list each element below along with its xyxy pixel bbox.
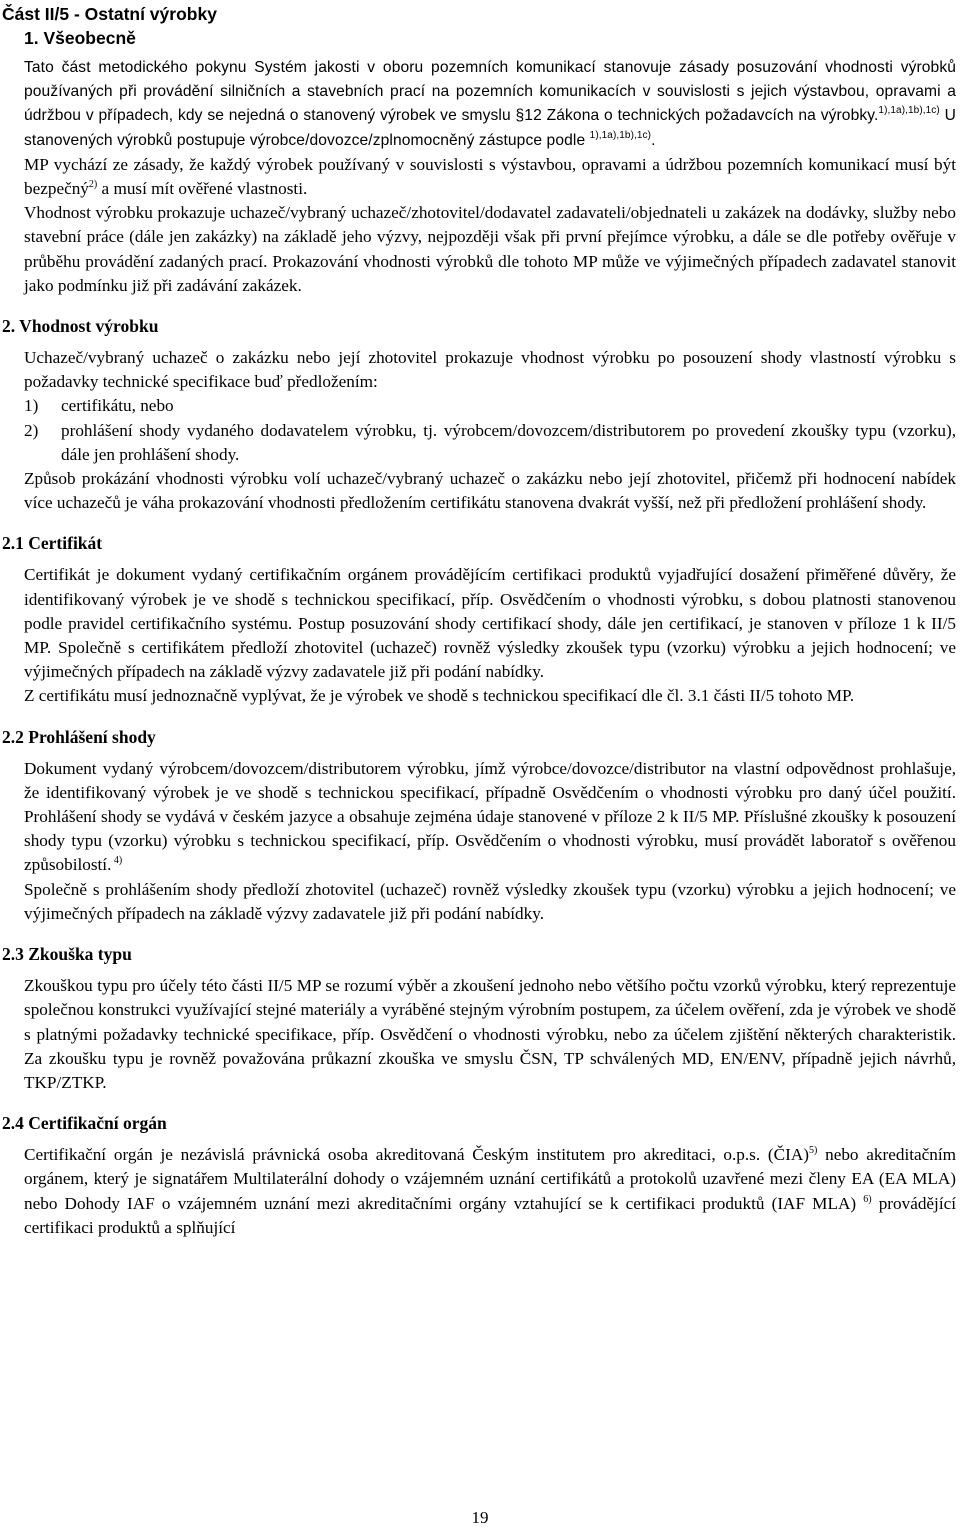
list-item-number: 2) bbox=[24, 420, 39, 440]
text-run: Tato část metodického pokynu Systém jakosti v oboru pozemních komunikací stanovuje zásady posuzování vhodnosti výrobků používaných při provádění silničních a stavebních prací na pozemních komunikacích v souvislosti s jejich výstavbou, opravami a údržbou v případech, kdy se nejedná o stanovený výrobek ve smyslu §12 Zákona o technických požadavcích na výrobky. bbox=[24, 59, 956, 125]
part-title: Část II/5 - Ostatní výrobky bbox=[2, 4, 217, 24]
text-run: Certifikační orgán je nezávislá právnická osoba akreditovaná Českým institutem pro akreditaci, o.p.s. (ČIA) bbox=[24, 1145, 809, 1165]
list-item-number: 1) bbox=[24, 396, 39, 416]
section-2-1 bbox=[2, 531, 956, 708]
section-2-2-paragraph-1 bbox=[24, 757, 956, 878]
section-1-paragraph-3: Vhodnost výrobku prokazuje uchazeč/vybraný uchazeč/zhotovitel/dodavatel zadavateli/objednateli u zakázek na dodávky, služby nebo stavební práce (dále jen zakázky) na základě jeho výzvy, nejpozději však při první přejímce výrobku, a dále se dle potřeby ověřuje v průběhu provádění zadaných prací. Prokazování vhodnosti výrobků dle tohoto MP může ve výjimečných případech zadavatel stanovit jako podmínku již při zadávání zakázek. bbox=[24, 203, 956, 295]
section-2-2-heading: 2.2 Prohlášení shody bbox=[2, 726, 156, 747]
section-2-4-heading: 2.4 Certifikační orgán bbox=[2, 1113, 167, 1134]
section-2-3 bbox=[2, 942, 956, 1095]
section-1-paragraph-1 bbox=[24, 56, 956, 153]
footnote-ref: 2) bbox=[88, 179, 98, 191]
list-item bbox=[24, 419, 956, 467]
footnote-ref: 5) bbox=[808, 1145, 818, 1157]
list-item-text: certifikátu, nebo bbox=[61, 396, 174, 416]
section-2-1-paragraph-1: Certifikát je dokument vydaný certifikačním orgánem provádějícím certifikaci produktů vyjadřující dosažení přiměřené důvěry, že identifikovaný výrobek je ve shodě s technickou specifikací, příp. Osvědčením o vhodnosti výrobku, s dobou platnosti stanovenou podle pravidel certifikačního systému. Postup posuzování shody certifikací shody, dále jen certifikací, je stanoven v příloze 1 k II/5 MP. Společně s certifikátem předloží zhotovitel (uchazeč) rovněž výsledky zkoušek typu (vzorku) výrobku a jejich hodnocení; ve výjimečných případech na základě výzvy zadavatele již při podání nabídky. bbox=[24, 565, 956, 682]
footnote-ref: 1),1a),1b),1c) bbox=[878, 105, 940, 117]
section-2-2-paragraph-2: Společně s prohlášením shody předloží zhotovitel (uchazeč) rovněž výsledky zkoušek typu (vzorku) výrobku a jejich hodnocení; ve výjimečných případech na základě výzvy zadavatele již při podání nabídky. bbox=[24, 879, 956, 923]
footnote-ref: 1),1a),1b),1c) bbox=[589, 129, 652, 141]
list-item bbox=[24, 394, 956, 418]
footnote-ref: 6) bbox=[863, 1193, 872, 1205]
text-run: a musí mít ověřené vlastnosti. bbox=[97, 179, 308, 199]
text-run: provádějící certifikaci produktů a splňující bbox=[24, 1193, 957, 1237]
footnote-ref: 4) bbox=[111, 855, 123, 867]
text-run: . bbox=[651, 131, 656, 149]
section-1-paragraph-2 bbox=[24, 153, 956, 201]
section-2-3-paragraph-1: Zkouškou typu pro účely této části II/5 MP se rozumí výběr a zkoušení jednoho nebo většího počtu vzorků výrobku, který reprezentuje společnou konstrukci využívající stejné materiály a vyráběné stejným výrobním postupem, za účelem ověření, zda je výrobek ve shodě s platnými požadavky technické specifikace, příp. Osvědčení o vhodnosti výrobku, nebo za účelem zjištění některých charakteristik. Za zkoušku typu je rovněž považována průkazní zkouška ve smyslu ČSN, TP schválených MD, EN/ENV, případně jejich návrhů, TKP/ZTKP. bbox=[24, 976, 956, 1092]
section-2-4-paragraph-1 bbox=[24, 1143, 956, 1240]
section-2-paragraph-1: Uchazeč/vybraný uchazeč o zakázku nebo její zhotovitel prokazuje vhodnost výrobku po posouzení shody vlastností výrobku s požadavky technické specifikace buď předložením: bbox=[24, 348, 956, 392]
section-2-2 bbox=[2, 725, 956, 926]
section-2-heading: 2. Vhodnost výrobku bbox=[2, 316, 159, 337]
section-2-1-paragraph-2: Z certifikátu musí jednoznačně vyplývat, že je výrobek ve shodě s technickou specifikací dle čl. 3.1 části II/5 tohoto MP. bbox=[24, 686, 855, 706]
section-2-1-heading: 2.1 Certifikát bbox=[2, 533, 103, 554]
section-2-3-heading: 2.3 Zkouška typu bbox=[2, 944, 132, 965]
text-run: MP vychází ze zásady, že každý výrobek používaný v souvislosti s výstavbou, opravami a údržbou pozemních komunikací musí být bezpečný bbox=[24, 154, 956, 199]
evidence-list bbox=[24, 394, 956, 467]
text-run: nebo akreditačním orgánem, který je signatářem Multilaterální dohody o vzájemném uznání certifikátů a protokolů uzavřené mezi členy EA (EA MLA) nebo Dohody IAF o vzájemném uznání mezi akreditačními orgány vztahující se k certifikaci produktů (IAF MLA) bbox=[24, 1145, 956, 1213]
section-2-4 bbox=[2, 1111, 957, 1240]
text-run: Dokument vydaný výrobcem/dovozcem/distributorem výrobku, jímž výrobce/dovozce/distributor na vlastní odpovědnost prohlašuje, že identifikovaný výrobek je ve shodě s technickou specifikací, případně Osvědčením o vhodnosti výrobku pro daný účel použití. Prohlášení shody se vydává v českém jazyce a obsahuje zejména údaje stanovené v příloze 2 k II/5 MP. Příslušné zkoušky k posouzení shody typu (vzorku) výrobku s technickou specifikací, příp. Osvědčením o vhodnosti výrobku, musí provádět laboratoř s ověřenou způsobilostí. bbox=[24, 758, 956, 875]
section-1 bbox=[24, 26, 956, 298]
section-2-paragraph-2: Způsob prokázání vhodnosti výrobku volí uchazeč/vybraný uchazeč o zakázku nebo její zhotovitel, přičemž při hodnocení nabídek více uchazečů je váha prokazování vhodnosti předložením certifikátu stanovena dvakrát vyšší, než při předložení prohlášení shody. bbox=[24, 469, 956, 513]
text-run: U stanovených výrobků postupuje výrobce/dovozce/zplnomocněný zástupce podle bbox=[24, 107, 956, 149]
page-number: 19 bbox=[471, 1508, 489, 1527]
list-item-text: prohlášení shody vydaného dodavatelem výrobku, tj. výrobcem/dovozcem/distributorem po provedení zkoušky typu (vzorku), dále jen prohlášení shody. bbox=[61, 420, 956, 464]
section-2 bbox=[2, 314, 956, 515]
section-1-heading: 1. Všeobecně bbox=[24, 28, 136, 48]
